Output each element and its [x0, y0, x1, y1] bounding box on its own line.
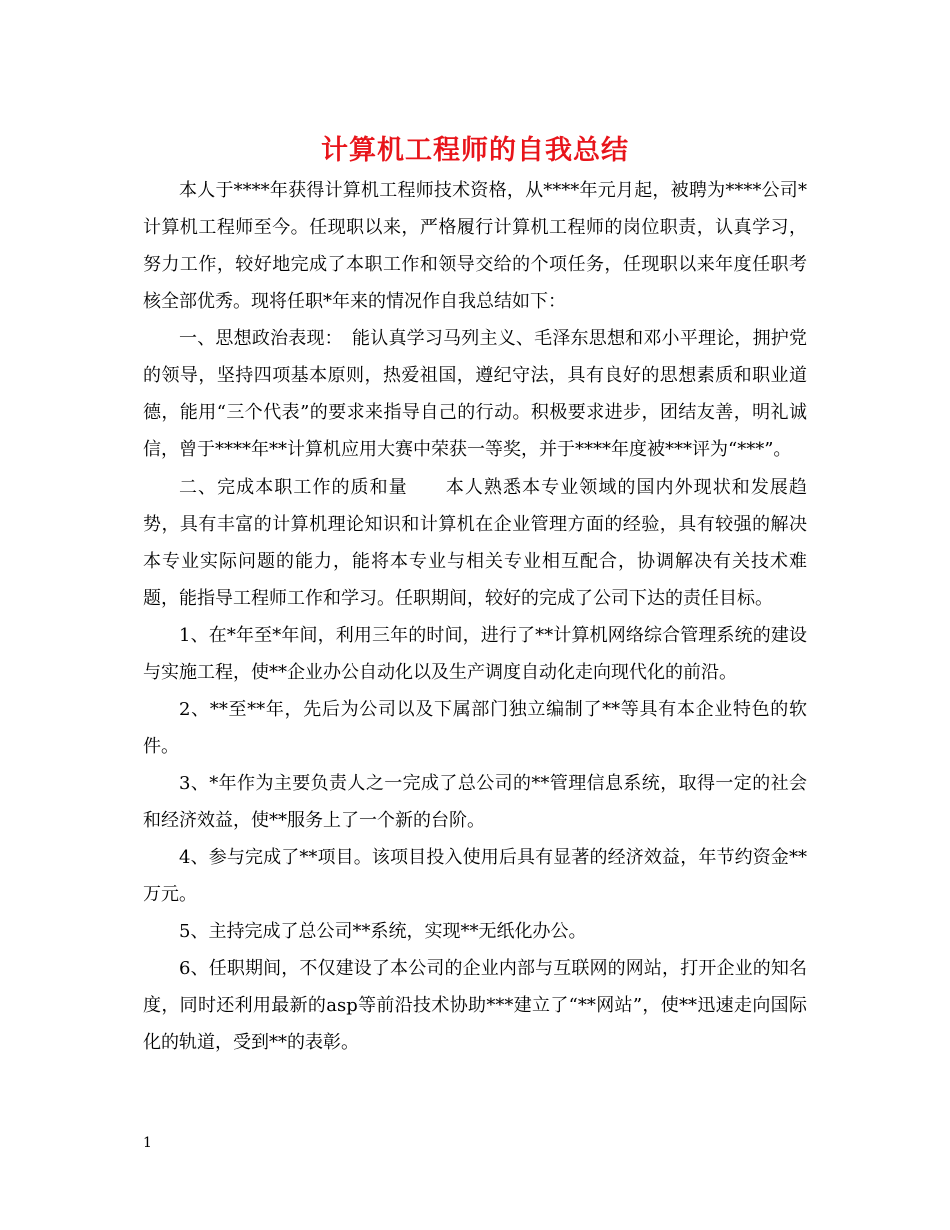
list-item: 6、任职期间，不仅建设了本公司的企业内部与互联网的网站，打开企业的知名度，同时还利用最新的asp等前沿技术协助***建立了“**网站”，使**迅速走向国际化的轨道，受到**的表彰。	[143, 958, 807, 1053]
list-item: 5、主持完成了总公司**系统，实现**无纸化办公。	[179, 921, 587, 942]
list-item: 3、*年作为主要负责人之一完成了总公司的**管理信息系统，取得一定的社会和经济效益，使**服务上了一个新的台阶。	[143, 773, 807, 831]
list-item: 4、参与完成了**项目。该项目投入使用后具有显著的经济效益，年节约资金**万元。	[143, 847, 807, 905]
list-item: 2、**至**年，先后为公司以及下属部门独立编制了**等具有本企业特色的软件。	[143, 699, 807, 757]
paragraph-intro: 本人于****年获得计算机工程师技术资格，从****年元月起，被聘为****公司*计算机工程师至今。任现职以来，严格履行计算机工程师的岗位职责，认真学习，努力工作，较好地完成了本职工作和领导交给的个项任务，任现职以来年度任职考核全部优秀。现将任职*年来的情况作自我总结如下：	[143, 180, 807, 312]
list-item: 1、在*年至*年间，利用三年的时间，进行了**计算机网络综合管理系统的建设与实施工程，使**企业办公自动化以及生产调度自动化走向现代化的前沿。	[143, 625, 807, 683]
paragraph-work-quality: 二、完成本职工作的质和量 本人熟悉本专业领域的国内外现状和发展趋势，具有丰富的计算机理论知识和计算机在企业管理方面的经验，具有较强的解决本专业实际问题的能力，能将本专业与相关专业相互配合，协调解决有关技术难题，能指导工程师工作和学习。任职期间，较好的完成了公司下达的责任目标。	[143, 477, 807, 609]
paragraph-political: 一、思想政治表现： 能认真学习马列主义、毛泽东思想和邓小平理论，拥护党的领导，坚持四项基本原则，热爱祖国，遵纪守法，具有良好的思想素质和职业道德，能用“三个代表”的要求来指导自己的行动。积极要求进步，团结友善，明礼诚信，曾于****年**计算机应用大赛中荣获一等奖，并于****年度被***评为“***”。	[143, 328, 807, 460]
document-body	[143, 172, 807, 1061]
page-number: 1	[143, 1135, 152, 1151]
page-title: 计算机工程师的自我总结	[321, 135, 629, 166]
